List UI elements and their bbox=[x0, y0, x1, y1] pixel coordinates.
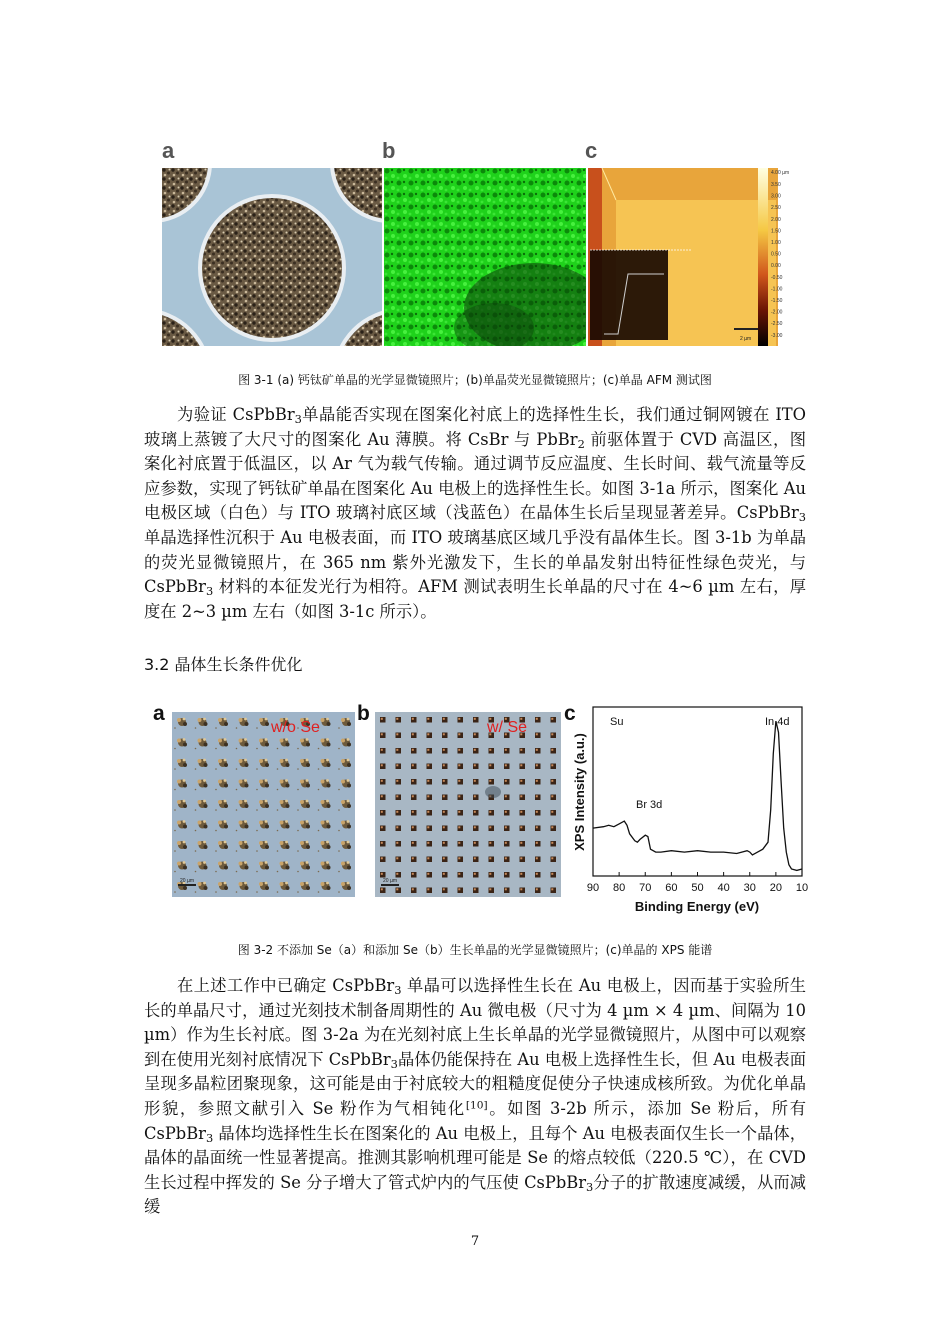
paragraph-1: 为验证 CsPbBr$_3$单晶能否实现在图案化衬底上的选择性生长，我们通过铜网镀在 ITO 玻璃上蒸镀了大尺寸的图案化 Au 薄膜。将 CsBr 与 PbBr$_2$ 前驱体置于 CVD 高温区，图案化衬底置于低温区，以 Ar 气为载气传输。通过调节反应温度、生长时间、载气流量等反应参数，实现了钙钛矿单晶在图案化 Au 电极上的选择性生长。如图 3-1a 所示，图案化 Au 电极区域（白色）与 ITO 玻璃衬底区域（浅蓝色）在晶体生长后呈现显著差异。CsPbBr$_3$ 单晶选择性沉积于 Au 电极表面，而 ITO 玻璃基底区域几乎没有晶体生长。图 3-1b 为单晶的荧光显微镜照片，在 365 nm 紫外光激发下，生长的单晶发射出特征性绿色荧光，与 CsPbBr$_3$ 材料的本征发光行为相符。AFM 测试表明生长单晶的尺寸在 4~6 µm 左右，厚度在 2~3 µm 左右（如图 3-1c 所示）。 bbox=[144, 405, 807, 621]
fig1-caption: 图 3-1 (a) 钙钛矿单晶的光学显微镜照片；(b)单晶荧光显微镜照片；(c)单晶 AFM 测试图 bbox=[238, 373, 712, 387]
afm-scalebar-label: 2 µm bbox=[740, 336, 752, 342]
xps-annotation-su: Su bbox=[610, 716, 624, 728]
afm-colorbar-tick: 0.50 bbox=[771, 251, 781, 258]
fig2-caption: 图 3-2 不添加 Se（a）和添加 Se（b）生长单晶的光学显微镜照片；(c)单晶的 XPS 能谱 bbox=[237, 943, 713, 957]
xps-annotation-br3d: Br 3d bbox=[636, 799, 663, 811]
fig1-optical-image bbox=[162, 168, 382, 346]
page-number: 7 bbox=[470, 1234, 480, 1249]
fig2a-tag: w/o Se bbox=[271, 719, 320, 736]
xps-x-tick-label: 90 bbox=[586, 882, 600, 894]
fig2-label-c: c bbox=[564, 702, 576, 725]
xps-xlabel: Binding Energy (eV) bbox=[634, 899, 760, 914]
xps-x-tick-label: 50 bbox=[691, 882, 704, 894]
afm-colorbar-tick: 2.50 bbox=[771, 205, 781, 212]
xps-x-tick-label: 10 bbox=[795, 882, 809, 894]
afm-colorbar-tick: 1.00 bbox=[771, 240, 781, 246]
afm-colorbar-tick: 1.50 bbox=[771, 228, 781, 235]
xps-series-line bbox=[593, 721, 802, 870]
fig1-label-c: c bbox=[585, 138, 598, 163]
xps-ylabel: XPS Intensity (a.u.) bbox=[572, 733, 587, 851]
fig2-label-a: a bbox=[153, 702, 165, 725]
afm-colorbar-tick: -2.50 bbox=[771, 321, 783, 328]
xps-x-tick-label: 20 bbox=[769, 882, 782, 894]
xps-chart bbox=[566, 700, 814, 922]
fig2-image-with-se bbox=[375, 712, 561, 897]
section-heading: 3.2 晶体生长条件优化 bbox=[144, 655, 303, 674]
paragraph-2: 在上述工作中已确定 CsPbBr$_3$ 单晶可以选择性生长在 Au 电极上，因而基于实验所生长的单晶尺寸，通过光刻技术制备周期性的 Au 微电极（尺寸为 4 µm × 4 µm、间隔为 10 µm）作为生长衬底。图 3-2a 为在光刻衬底上生长单晶的光学显微镜照片，从图中可以观察到在使用光刻衬底情况下 CsPbBr$_3$晶体仍能保持在 Au 电极上选择性生长，但 Au 电极表面呈现多晶粒团聚现象，这可能是由于衬底较大的粗糙度促使分子快速成核所致。为优化单晶形貌，参照文献引入 Se 粉作为气相钝化[10]。如图 3-2b 所示，添加 Se 粉后，所有 CsPbBr$_3$ 晶体均选择性生长在图案化的 Au 电极上，且每个 Au 电极表面仅生长一个晶体，晶体的晶面统一性显著提高。推测其影响机理可能是 Se 的熔点较低（220.5 ℃），在 CVD 生长过程中挥发的 Se 分子增大了管式炉内的气压使 CsPbBr$_3$分子的扩散速度减缓，从而减缓 bbox=[144, 976, 806, 1217]
afm-colorbar-tick: -0.50 bbox=[771, 274, 783, 281]
fig2a-scalebar: 20 µm bbox=[180, 878, 194, 884]
fig1-label-b: b bbox=[382, 138, 396, 163]
xps-x-tick-label: 30 bbox=[743, 882, 756, 894]
fig1-fluorescence-image bbox=[384, 168, 586, 346]
fig2b-scalebar: 20 µm bbox=[383, 878, 397, 884]
xps-annotation-in4d: In 4d bbox=[765, 716, 790, 728]
fig1-afm-image bbox=[588, 168, 810, 346]
afm-colorbar-tick: -1.50 bbox=[771, 298, 783, 304]
xps-x-tick-label: 40 bbox=[717, 882, 730, 894]
xps-x-tick-label: 80 bbox=[613, 882, 626, 894]
afm-colorbar-tick: -3.00 bbox=[771, 332, 783, 339]
fig2-image-without-se bbox=[172, 712, 355, 897]
afm-colorbar-tick: 0.00 bbox=[771, 263, 781, 270]
afm-colorbar-tick: 2.00 bbox=[771, 216, 781, 223]
afm-colorbar-tick: -2.00 bbox=[771, 309, 783, 316]
afm-colorbar-unit: 4.00 µm bbox=[771, 170, 790, 176]
fig1-label-a: a bbox=[162, 138, 175, 163]
fig2-label-b: b bbox=[357, 702, 370, 725]
afm-colorbar-tick: 3.00 bbox=[771, 193, 781, 200]
xps-x-tick-label: 70 bbox=[639, 882, 652, 894]
xps-x-tick-label: 60 bbox=[665, 882, 678, 894]
fig2b-tag: w/ Se bbox=[487, 719, 528, 736]
afm-colorbar-tick: -1.00 bbox=[771, 286, 783, 293]
afm-colorbar-tick: 3.50 bbox=[771, 182, 781, 188]
